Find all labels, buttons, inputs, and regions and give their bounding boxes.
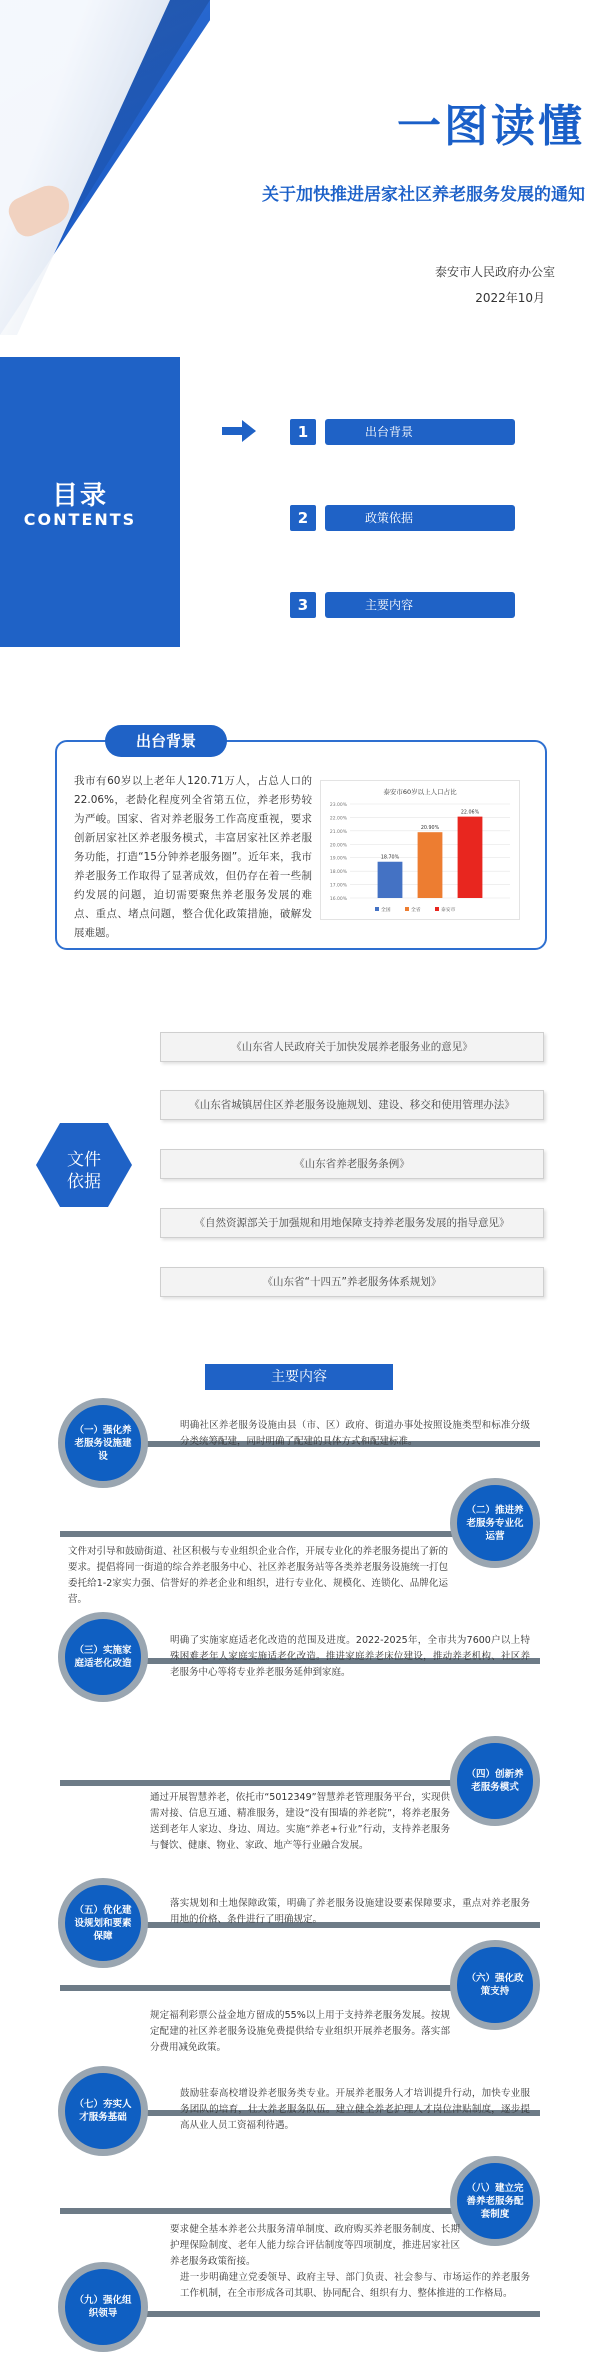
page-subtitle: 关于加快推进居家社区养老服务发展的通知	[262, 185, 585, 205]
chart-legend-label-2: 全省	[411, 908, 421, 913]
chart-y-ticks	[330, 802, 348, 902]
basis-item-2: 《山东省城镇居住区养老服务设施规划、建设、移交和使用管理办法》	[160, 1090, 544, 1120]
chart-y-tick-label: 20.00%	[329, 843, 347, 849]
toc-item-1-label[interactable]: 出台背景	[325, 419, 515, 445]
chart-y-tick-label: 22.00%	[329, 816, 347, 822]
section-5-text: 落实规划和土地保障政策，明确了养老服务设施建设要素保障要求，重点对养老服务用地的价格、条件进行了明确规定。	[170, 1898, 530, 1925]
section-1-text: 明确社区养老服务设施由县（市、区）政府、街道办事处按照设施类型和标准分级分类统筹配建，同时明确了配建的具体方式和配建标准。	[180, 1420, 530, 1447]
basis-item-3: 《山东省养老服务条例》	[160, 1149, 544, 1179]
background-section-text: 我市有60岁以上老年人120.71万人，占总人口的22.06%，老龄化程度列全省第五位，养老形势较为严峻。国家、省对养老服务工作高度重视，要求创新居家社区养老服务模式，丰富居家社区养老服务功能，打造“15分钟养老服务圈”。近年来，我市养老服务工作取得了显著成效，但仍存在着一些制约发展的问题，迫切需要聚焦养老服务发展的难点、重点、堵点问题，整合优化政策措施，破解发展难题。	[74, 775, 312, 939]
section-9-text: 进一步明确建立党委领导、政府主导、部门负责、社会参与、市场运作的养老服务工作机制，在全市形成各司其职、协同配合、组织有力、整体推进的工作格局。	[180, 2272, 530, 2299]
contents-title: 目录	[51, 481, 108, 511]
chart-y-tick-label: 17.00%	[329, 883, 347, 889]
toc-item-2-label[interactable]: 政策依据	[325, 505, 515, 531]
issue-date: 2022年10月	[475, 291, 545, 305]
toc-item-1-number[interactable]: 1	[290, 419, 316, 445]
section-1-badge: （一）强化养老服务设施建设	[58, 1398, 148, 1488]
section-bar	[60, 2208, 490, 2214]
chart-y-tick-label: 23.00%	[329, 803, 347, 808]
contents-title-en: CONTENTS	[23, 510, 137, 529]
section-9-badge: （九）强化组织领导	[58, 2262, 148, 2352]
basis-title-line-1: 文件	[67, 1150, 101, 1170]
section-bar	[110, 2311, 540, 2317]
chart-title: 泰安市60岁以上人口占比	[383, 788, 457, 796]
header-page-curl-decoration	[0, 0, 170, 335]
section-8-text: 要求健全基本养老公共服务清单制度、政府购买养老服务制度、长期护理保险制度、老年人能力综合评估制度等四项制度，推进居家社区养老服务政策衔接。	[170, 2224, 460, 2267]
basis-item-4: 《自然资源部关于加强规和用地保障支持养老服务发展的指导意见》	[160, 1208, 544, 1238]
chart-legend-label-1: 全国	[381, 908, 391, 913]
section-6-text: 规定福利彩票公益金地方留成的55%以上用于支持养老服务发展。按规定配建的社区养老服务设施免费提供给专业组织开展养老服务。落实部分费用减免政策。	[150, 2010, 450, 2053]
basis-item-5: 《山东省“十四五”养老服务体系规划》	[160, 1267, 544, 1297]
toc-item-3-number[interactable]: 3	[290, 592, 316, 618]
section-7-badge: （七）夯实人才服务基础	[58, 2066, 148, 2156]
chart-legend	[375, 906, 456, 913]
issuer-name: 泰安市人民政府办公室	[434, 265, 555, 279]
main-contents-header: 主要内容	[205, 1364, 393, 1390]
chart-bar-2	[418, 832, 443, 898]
chart-y-tick-label: 16.00%	[329, 897, 347, 902]
basis-title-line-2: 依据	[67, 1172, 101, 1192]
population-bar-chart	[320, 780, 520, 920]
section-3-badge: （三）实施家庭适老化改造	[58, 1612, 148, 1702]
section-8-badge: （八）建立完善养老服务配套制度	[450, 2156, 540, 2246]
chart-value-label-1: 18.70%	[380, 855, 400, 861]
section-5-badge: （五）优化建设规划和要素保障	[58, 1878, 148, 1968]
chart-legend-swatch-2	[405, 907, 409, 911]
section-3-text: 明确了实施家庭适老化改造的范围及进度。2022-2025年，全市共为7600户以上特殊困难老年人家庭实施适老化改造。推进家庭养老床位建设，推动养老机构、社区养老服务中心等将专业养老服务延伸到家庭。	[170, 1635, 530, 1678]
chart-value-label-3: 22.06%	[460, 810, 480, 816]
section-4-text: 通过开展智慧养老，依托市“5012349”智慧养老管理服务平台，实现供需对接、信息互通、精准服务，建设“没有围墙的养老院”，将养老服务送到老年人家边、身边、周边。实施“养老+行业”行动，支持养老服务与餐饮、健康、物业、家政、地产等行业融合发展。	[150, 1792, 450, 1851]
toc-item-2-number[interactable]: 2	[290, 505, 316, 531]
section-4-badge: （四）创新养老服务模式	[450, 1736, 540, 1826]
chart-y-tick-label: 18.00%	[329, 870, 347, 876]
chart-value-label-2: 20.90%	[420, 826, 440, 832]
chart-y-tick-label: 21.00%	[329, 829, 347, 835]
section-bar	[60, 1531, 490, 1537]
basis-item-1: 《山东省人民政府关于加快发展养老服务业的意见》	[160, 1032, 544, 1062]
section-6-badge: （六）强化政策支持	[450, 1940, 540, 2030]
section-bar	[60, 1780, 490, 1786]
chart-legend-label-3: 泰安市	[441, 908, 456, 913]
toc-item-3-label[interactable]: 主要内容	[325, 592, 515, 618]
arrow-right-icon	[222, 420, 256, 442]
section-bar	[60, 1985, 490, 1991]
chart-legend-swatch-3	[435, 907, 439, 911]
chart-legend-swatch-1	[375, 907, 379, 911]
section-2-text: 文件对引导和鼓励街道、社区积极与专业组织企业合作，开展专业化的养老服务提出了新的要求。提倡将同一街道的综合养老服务中心、社区养老服务站等各类养老服务设施统一打包委托给1-2家实力强、信誉好的养老企业和组织，进行专业化、规模化、连锁化、品牌化运营。	[68, 1546, 449, 1605]
background-section-tab: 出台背景	[105, 725, 227, 757]
section-7-text: 鼓励驻泰高校增设养老服务类专业。开展养老服务人才培训提升行动，加快专业服务团队的培育，壮大养老服务队伍。建立健全养老护理人才岗位津贴制度，逐步提高从业人员工资福利待遇。	[180, 2088, 530, 2131]
chart-bar-1	[378, 862, 403, 898]
page-title: 一图读懂	[397, 101, 585, 152]
chart-bar-3	[458, 817, 483, 898]
chart-y-tick-label: 19.00%	[329, 856, 347, 862]
section-2-badge: （二）推进养老服务专业化运营	[450, 1478, 540, 1568]
